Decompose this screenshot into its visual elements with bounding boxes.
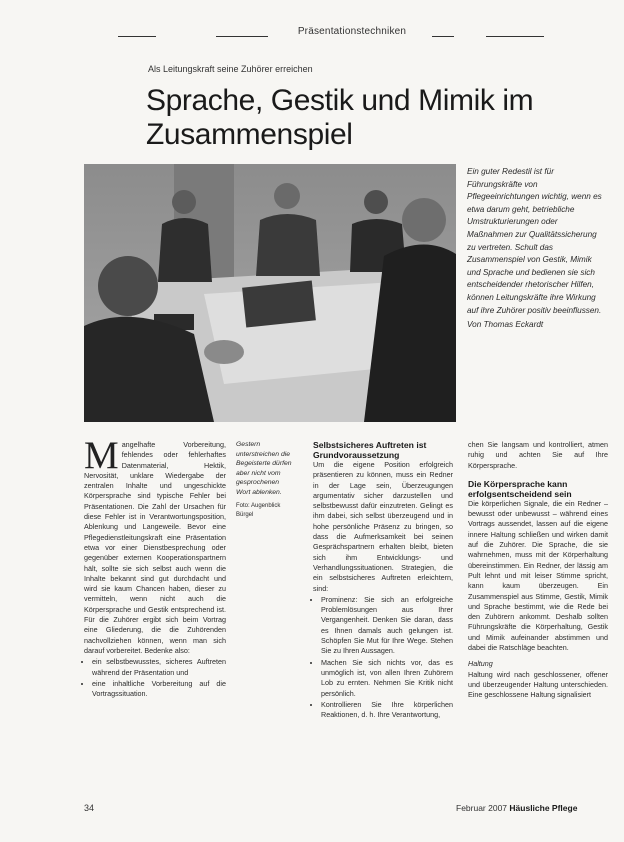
footer-magazine-name: Häusliche Pflege xyxy=(509,803,578,813)
intro-text: Ein guter Redestil ist für Führungskräfte von Pflegeeinrichtungen wichtig, wenn es etwa darum geht, betriebliche Umstrukturierungen oder Maßnahmen zur Qualitätssicherung zu vertreten. Schult das Zusammenspiel von Gestik, Mimik und Sprache und bedienen sie sich entscheidender rhetorischer Hilfen, können Leitungskräfte ihre Wirkung auf ihre Zuhörer positiv beeinflussen. xyxy=(467,167,602,315)
column-4-item xyxy=(468,659,608,700)
photo-caption-column xyxy=(236,440,294,521)
article-photo xyxy=(84,164,456,422)
body-column-3 xyxy=(313,440,453,721)
item-label: Haltung xyxy=(468,659,493,669)
list-item: • Kontrollieren Sie Ihre körperlichen Reaktionen, d. h. Ihre Verantwortung, xyxy=(321,700,453,721)
headline-line-1: Sprache, Gestik und Mimik im xyxy=(146,84,534,117)
body-column-1 xyxy=(84,434,226,700)
photo-credit: Foto: Augenblick Bürgel xyxy=(236,502,281,519)
article-headline xyxy=(146,84,606,152)
header-rule-right-2 xyxy=(486,36,544,37)
article-kicker: Als Leitungskraft seine Zuhörer erreichen xyxy=(148,64,313,74)
list-item: • Machen Sie sich nichts vor, das es unmöglich ist, von allen Ihren Zuhörern Lob zu ernten. Nehmen Sie Kritik nicht persönlich. xyxy=(321,658,453,699)
body-column-4 xyxy=(468,440,608,701)
footer-issue xyxy=(456,803,577,813)
photo-caption: Gestern unterstreichen die Begeisterte dürfen aber nicht vom gesprochenen Wort ablenken. xyxy=(236,441,292,496)
headline-line-2: Zusammenspiel xyxy=(146,118,353,151)
section-label: Präsentationstechniken xyxy=(297,26,407,37)
page-number: 34 xyxy=(84,803,95,813)
list-item: • eine inhaltliche Vorbereitung auf die Vortragssituation. xyxy=(92,679,226,700)
column-1-paragraph xyxy=(84,434,226,656)
column-1-bullet-list xyxy=(84,657,226,699)
column-4-subhead: Die Körpersprache kann erfolgsentscheidend sein xyxy=(468,478,572,499)
drop-cap: M xyxy=(84,434,119,477)
footer-issue-date: Februar 2007 xyxy=(456,803,510,813)
column-3-text: Um die eigene Position erfolgreich präsentieren zu können, muss ein Redner in der Lage sein, Überzeugungen argumentativ sicher darzustellen und selbstbewusst dafür einzutreten. Gelingt es ihm dabei, sich selbst überzeugend und in hohe persönliche Präsenz zu bringen, so dass die Aufmerksamkeit bei seinen Gesprächspartnern erhalten bleibt, bieten sich ihm Entwicklungs- und Verhandlungssituationen. Strategien, die ein selbstsicheres Auftreten erleichtern, sind: xyxy=(313,460,453,593)
column-3-subhead: Selbstsicheres Auftreten ist Grundvoraussetzung xyxy=(313,440,427,460)
meeting-photo-illustration xyxy=(84,164,456,422)
list-item: • Prominenz: Sie sich an erfolgreiche Problemlösungen aus Ihrer Vergangenheit. Denken Sie daran, dass es Ihnen damals auch gelungen ist. Schöpfen Sie Mut für Ihre Wege. Stehen Sie zu Ihren Aussagen. xyxy=(321,595,453,657)
column-4-text-top: chen Sie langsam und kontrolliert, atmen ruhig und achten Sie auf Ihre Körpersprache. xyxy=(468,440,608,470)
column-3-bullet-list xyxy=(313,595,453,721)
article-author: Von Thomas Eckardt xyxy=(467,320,544,330)
column-4-text: Die körperlichen Signale, die ein Redner – bewusst oder unbewusst – während eines Vortrags aussendet, lassen auf die eigene innere Haltung schließen und wirken damit auf die Zuhörer. Die Sprache, die sie wahrnehmen, muss mit der Körperhaltung übereinstimmen. Ein Redner, der lässig am Pult lehnt und mit leiser Stimme spricht, kann kaum überzeugen. Ein Zusammenspiel aus Stimme, Gestik, Mimik und Sprache bestimmt, wie die Rede bei den Zuhörern ankommt. Deshalb sollten Führungskräfte die Körperhaltung, Gestik und Mimik aufeinander abstimmen und dabei die Ratschläge beachten. xyxy=(468,498,608,653)
header-rule-left xyxy=(118,36,156,37)
header-rule-left-2 xyxy=(216,36,268,37)
column-1-text: angelhafte Vorbereitung, fehlendes oder fehlerhaftes Datenmaterial, Hektik, Nervosität, unklare Wiedergabe der zentralen Inhalte und ungeschickte Körpersprache sind typische Fehler bei Präsentationen. Die Zahl der Ursachen für diese Fehler ist in Verantwortungsposition, Ablenkung und Langeweile. Bevor eine Pflegedienstleitungskraft eine Präsentation etwa vor einer Dienstbesprechung oder gegenüber externen Kooperationspartnern hält, sollte sie sich selbst auch wenn die Inhalte bekannt sind gut durchdacht und wird sie kaum Chancen haben, dieser zu vermitteln, wenn nicht auch die Körpersprache und Gestik entsprechend ist. Für die Zuhörer ergibt sich beim Vortrag eine Gliederung, die die Zuhörenden nachvollziehen können, wenn man sich darauf vorbereitet. Bedenke also: xyxy=(84,440,226,655)
article-intro xyxy=(467,166,605,332)
item-text: Haltung wird nach geschlossener, offener und überzeugender Haltung unterschieden. Eine geschlossene Haltung signalisiert xyxy=(468,669,608,700)
header-rule-right xyxy=(432,36,454,37)
list-item: • ein selbstbewusstes, sicheres Auftreten während der Präsentation und xyxy=(92,657,226,678)
